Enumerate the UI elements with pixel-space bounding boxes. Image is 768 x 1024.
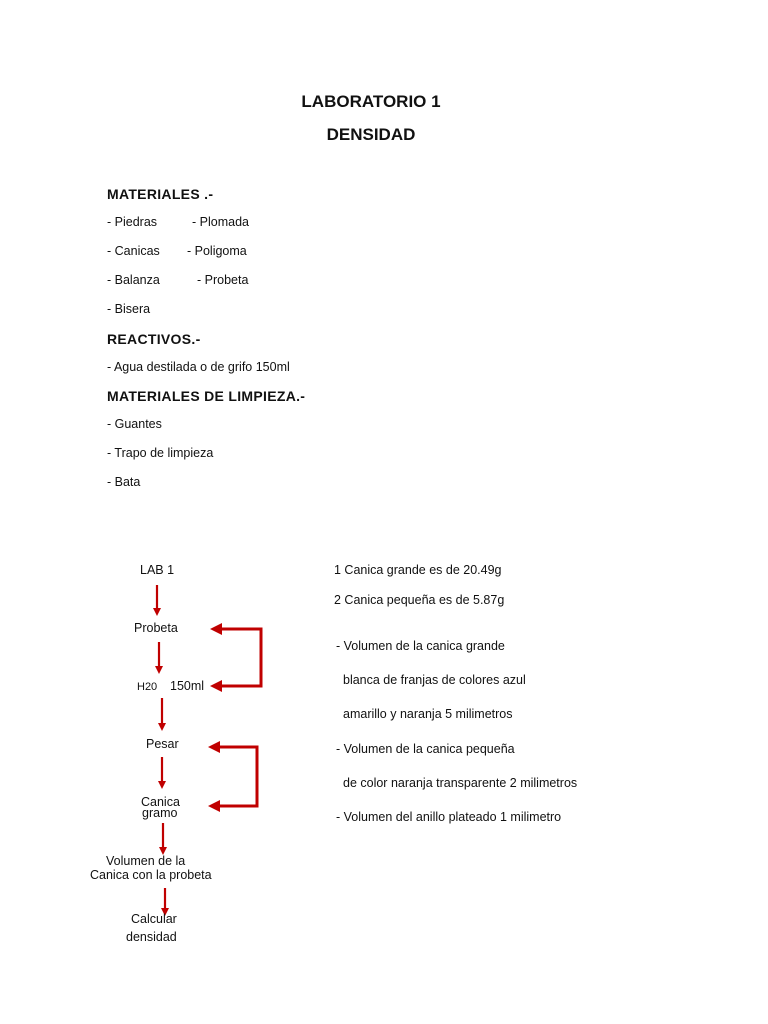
material-item: - Probeta — [197, 273, 249, 287]
reactivo-item: - Agua destilada o de grifo 150ml — [107, 360, 290, 374]
flow-step-calcular: Calcular — [131, 912, 177, 926]
loop-arrow-pesar — [220, 747, 257, 806]
note-vol-big-line2: blanca de franjas de colores azul — [343, 673, 526, 687]
material-item: - Poligoma — [187, 244, 247, 258]
flow-step-pesar: Pesar — [146, 737, 179, 751]
note-mass-big: 1 Canica grande es de 20.49g — [334, 563, 502, 577]
note-vol-big-line3: amarillo y naranja 5 milimetros — [343, 707, 513, 721]
material-item: - Canicas — [107, 244, 160, 258]
flow-step-canica: Canica — [141, 795, 180, 809]
flow-step-lab: LAB 1 — [140, 563, 175, 577]
limpieza-item: - Trapo de limpieza — [107, 446, 214, 460]
page-title: LABORATORIO 1 — [301, 92, 441, 111]
limpieza-item: - Bata — [107, 475, 141, 489]
page-subtitle: DENSIDAD — [326, 125, 416, 144]
material-item: - Balanza — [107, 273, 160, 287]
flow-step-densidad: densidad — [126, 930, 177, 944]
flow-step-volumen-line2: Canica con la probeta — [90, 868, 212, 882]
arrow-left-icon — [210, 623, 222, 635]
flow-step-h2o-amount: 150ml — [170, 679, 205, 693]
note-vol-small-line2: de color naranja transparente 2 milimetros — [343, 776, 578, 790]
reactivos-heading: REACTIVOS.- — [107, 331, 201, 347]
arrow-left-icon — [210, 680, 222, 692]
flow-step-h2o: H20 — [137, 681, 158, 693]
material-item: - Piedras — [107, 215, 158, 229]
flow-step-canica-unit: gramo — [142, 806, 178, 820]
material-item: - Plomada — [192, 215, 249, 229]
arrow-left-icon — [208, 800, 220, 812]
limpieza-heading: MATERIALES DE LIMPIEZA.- — [107, 388, 306, 404]
flow-step-volumen: Volumen de la — [106, 854, 186, 868]
flow-step-probeta: Probeta — [134, 621, 178, 635]
note-mass-small: 2 Canica pequeña es de 5.87g — [334, 593, 505, 607]
loop-arrow-probeta — [222, 629, 261, 686]
note-vol-big: - Volumen de la canica grande — [336, 639, 505, 653]
arrow-left-icon — [208, 741, 220, 753]
material-item: - Bisera — [107, 302, 151, 316]
note-vol-ring: - Volumen del anillo plateado 1 milimetro — [336, 810, 562, 824]
materiales-heading: MATERIALES .- — [107, 186, 214, 202]
limpieza-item: - Guantes — [107, 417, 162, 431]
note-vol-small: - Volumen de la canica pequeña — [336, 742, 515, 756]
